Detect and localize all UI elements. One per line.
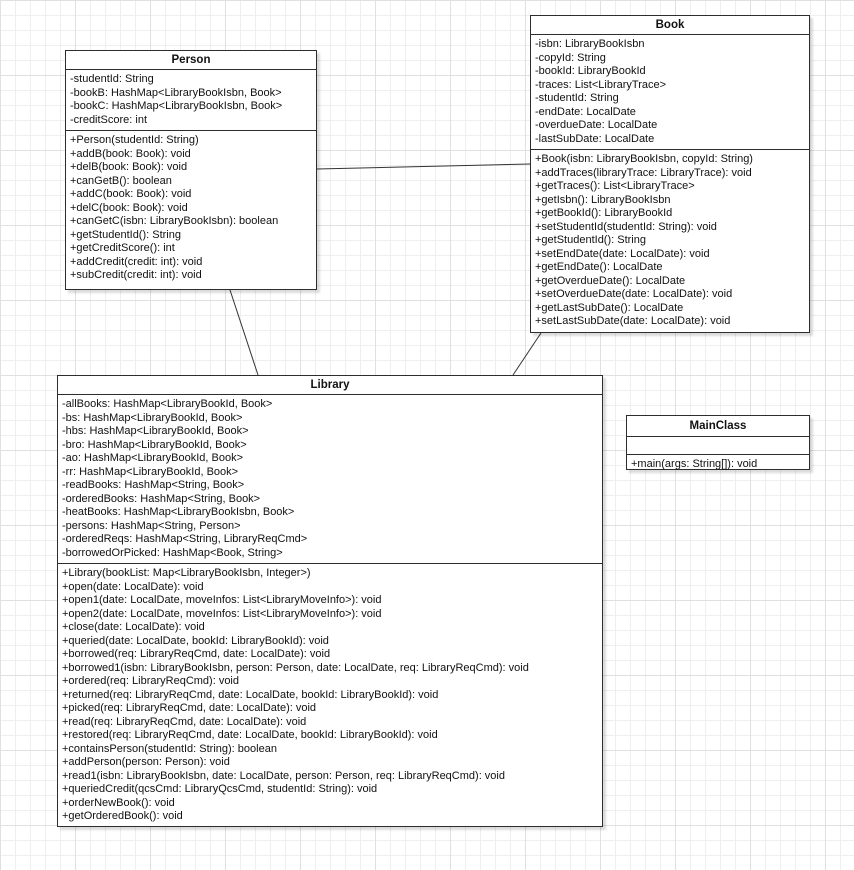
member-line: +borrowed(req: LibraryReqCmd, date: LocalDate): void xyxy=(62,648,331,660)
member-line: -studentId: String xyxy=(535,92,619,104)
member-line: +main(args: String[]): void xyxy=(631,458,758,470)
class-title-mainclass: MainClass xyxy=(627,416,809,437)
member-line: +getCreditScore(): int xyxy=(70,242,175,254)
class-title-library: Library xyxy=(58,376,602,395)
member-line: +read(req: LibraryReqCmd, date: LocalDate): void xyxy=(62,715,307,728)
member-line: -creditScore: int xyxy=(70,113,148,126)
member-line: +setStudentId(studentId: String): void xyxy=(535,220,717,233)
member-line: -bookId: LibraryBookId xyxy=(535,65,646,77)
member-line: -rr: HashMap<LibraryBookId, Book> xyxy=(62,465,239,478)
member-line: +returned(req: LibraryReqCmd, date: LocalDate, bookId: LibraryBookId): void xyxy=(62,688,439,701)
member-line: -allBooks: HashMap<LibraryBookId, Book> xyxy=(62,398,273,410)
member-line: +delB(book: Book): void xyxy=(70,161,188,173)
member-line: +borrowed1(isbn: LibraryBookIsbn, person: Person, date: LocalDate, req: LibraryReqCmd): void xyxy=(62,661,529,674)
class-title-person: Person xyxy=(66,51,316,70)
class-methods-mainclass xyxy=(627,455,809,475)
member-line: -studentId: String xyxy=(70,73,154,85)
member-line: -orderedBooks: HashMap<String, Book> xyxy=(62,492,261,505)
member-line: -isbn: LibraryBookIsbn xyxy=(535,38,645,50)
member-line: +getOrderedBook(): void xyxy=(62,810,183,822)
member-line: +Person(studentId: String) xyxy=(70,134,199,146)
member-line: +getStudentId(): String xyxy=(70,228,181,241)
member-line: -traces: List<LibraryTrace> xyxy=(535,78,667,91)
association-book-library[interactable] xyxy=(513,333,541,375)
member-line: -persons: HashMap<String, Person> xyxy=(62,519,241,532)
member-line: -hbs: HashMap<LibraryBookId, Book> xyxy=(62,425,249,437)
member-line: +addC(book: Book): void xyxy=(70,188,192,200)
member-line: -lastSubDate: LocalDate xyxy=(535,132,655,145)
member-line: -bookB: HashMap<LibraryBookIsbn, Book> xyxy=(70,86,282,99)
member-line: +getEndDate(): LocalDate xyxy=(535,261,663,273)
member-line: -borrowedOrPicked: HashMap<Book, String> xyxy=(62,546,283,559)
member-line: +addCredit(credit: int): void xyxy=(70,255,203,268)
member-line: +queried(date: LocalDate, bookId: LibraryBookId): void xyxy=(62,634,329,647)
member-line: +Library(bookList: Map<LibraryBookIsbn, Integer>) xyxy=(62,567,311,579)
member-line: +setEndDate(date: LocalDate): void xyxy=(535,247,710,260)
member-line: +containsPerson(studentId: String): boolean xyxy=(62,742,277,755)
class-attributes-person xyxy=(66,70,316,131)
member-line: +subCredit(credit: int): void xyxy=(70,269,202,281)
member-line: +open(date: LocalDate): void xyxy=(62,580,204,593)
member-line: +ordered(req: LibraryReqCmd): void xyxy=(62,675,239,687)
class-attributes-library xyxy=(58,395,602,564)
member-line: -bookC: HashMap<LibraryBookIsbn, Book> xyxy=(70,100,283,112)
member-line: +getOverdueDate(): LocalDate xyxy=(535,274,686,287)
member-line: -bro: HashMap<LibraryBookId, Book> xyxy=(62,438,247,451)
association-person-library[interactable] xyxy=(230,290,258,375)
member-line: +close(date: LocalDate): void xyxy=(62,621,205,633)
member-line: +delC(book: Book): void xyxy=(70,201,188,214)
class-methods-person xyxy=(66,131,316,289)
class-methods-library xyxy=(58,564,602,827)
member-line: -endDate: LocalDate xyxy=(535,105,636,118)
member-line: +getBookId(): LibraryBookId xyxy=(535,207,673,219)
member-line: +open1(date: LocalDate, moveInfos: List<LibraryMoveInfo>): void xyxy=(62,594,382,606)
member-line: +getStudentId(): String xyxy=(535,234,646,246)
member-line: +addB(book: Book): void xyxy=(70,147,191,160)
member-line: +open2(date: LocalDate, moveInfos: List<LibraryMoveInfo>): void xyxy=(62,607,382,620)
member-line: +addPerson(person: Person): void xyxy=(62,756,230,768)
class-box-library[interactable] xyxy=(57,375,603,827)
member-line: +Book(isbn: LibraryBookIsbn, copyId: String) xyxy=(535,153,753,165)
class-attributes-book xyxy=(531,35,809,150)
member-line: +addTraces(libraryTrace: LibraryTrace): void xyxy=(535,166,752,179)
class-box-mainclass[interactable] xyxy=(626,415,810,470)
member-line: -bs: HashMap<LibraryBookId, Book> xyxy=(62,411,243,424)
member-line: -readBooks: HashMap<String, Book> xyxy=(62,479,245,491)
member-line: -overdueDate: LocalDate xyxy=(535,119,658,131)
member-line: -heatBooks: HashMap<LibraryBookIsbn, Book> xyxy=(62,506,295,518)
member-line: +restored(req: LibraryReqCmd, date: LocalDate, bookId: LibraryBookId): void xyxy=(62,729,438,741)
member-line: +setLastSubDate(date: LocalDate): void xyxy=(535,315,731,327)
class-methods-book xyxy=(531,150,809,332)
member-line: +setOverdueDate(date: LocalDate): void xyxy=(535,288,733,300)
member-line: -ao: HashMap<LibraryBookId, Book> xyxy=(62,452,243,464)
association-person-book[interactable] xyxy=(317,164,530,169)
class-title-book: Book xyxy=(531,16,809,35)
member-line: -orderedReqs: HashMap<String, LibraryReqCmd> xyxy=(62,533,308,545)
class-box-person[interactable] xyxy=(65,50,317,290)
member-line: +getLastSubDate(): LocalDate xyxy=(535,301,684,314)
member-line: +getIsbn(): LibraryBookIsbn xyxy=(535,193,671,206)
member-line: +picked(req: LibraryReqCmd, date: LocalDate): void xyxy=(62,702,317,714)
member-line: +canGetB(): boolean xyxy=(70,174,172,187)
member-line: +queriedCredit(qcsCmd: LibraryQcsCmd, studentId: String): void xyxy=(62,783,378,795)
member-line: +read1(isbn: LibraryBookIsbn, date: LocalDate, person: Person, req: LibraryReqCmd): void xyxy=(62,769,505,782)
member-line: +canGetC(isbn: LibraryBookIsbn): boolean xyxy=(70,215,279,227)
class-box-book[interactable] xyxy=(530,15,810,333)
class-attributes-mainclass xyxy=(627,437,809,455)
member-line: -copyId: String xyxy=(535,51,606,64)
member-line: +orderNewBook(): void xyxy=(62,796,175,809)
member-line: +getTraces(): List<LibraryTrace> xyxy=(535,180,695,192)
